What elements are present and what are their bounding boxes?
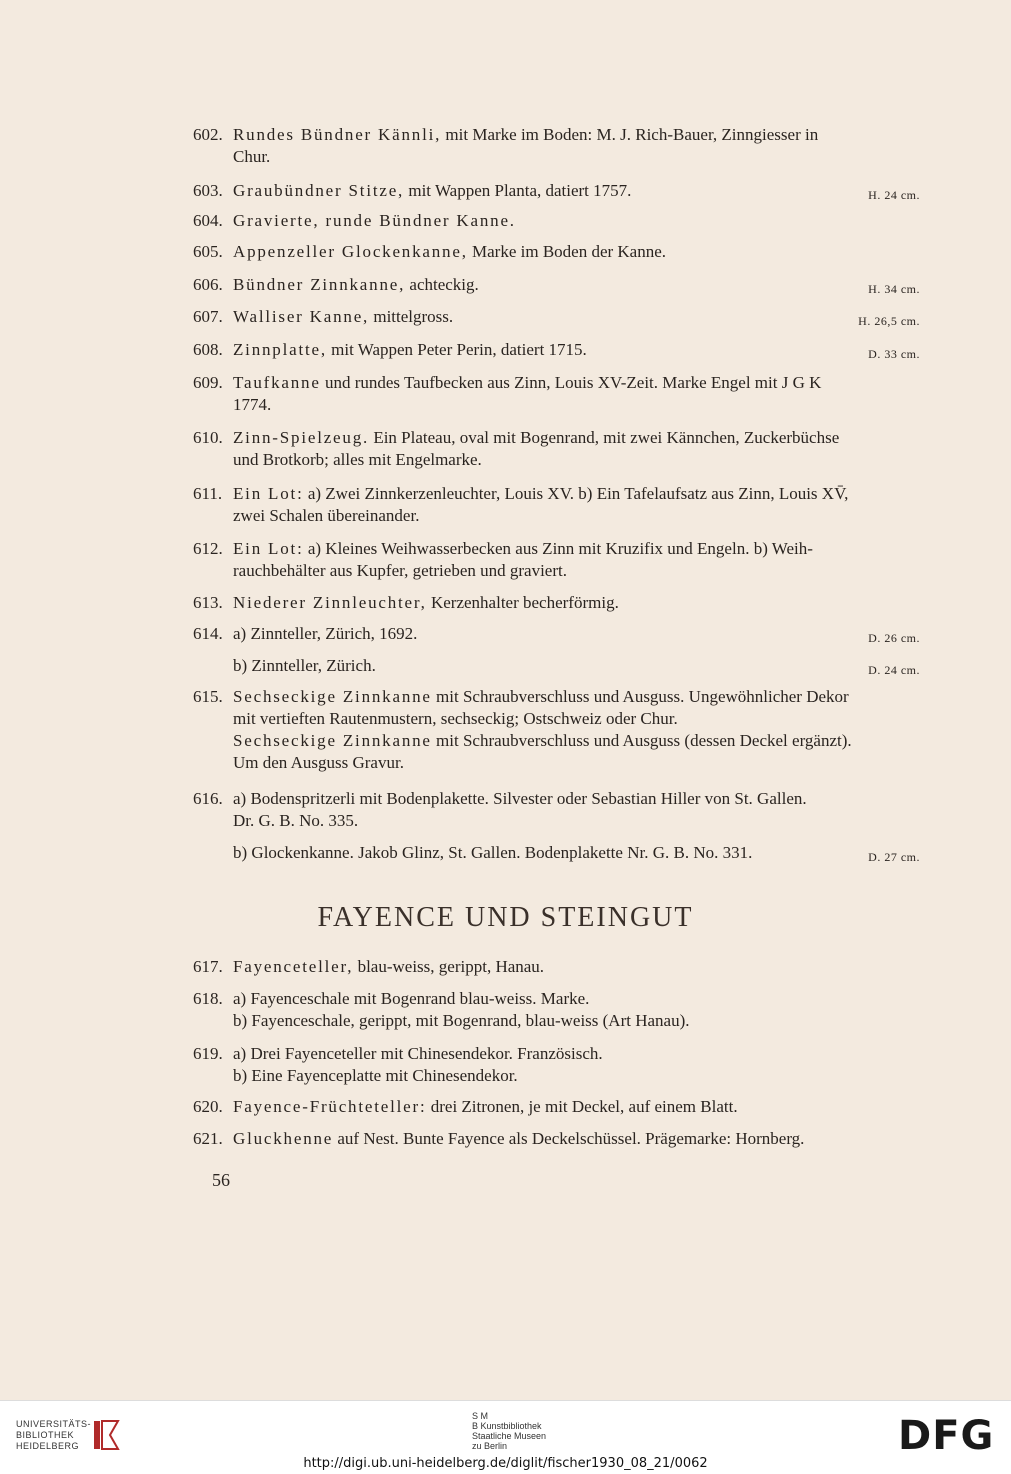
- entry-line: [233, 505, 920, 527]
- entry-line: [233, 592, 920, 614]
- entry-line: [233, 988, 920, 1010]
- entry-text: [233, 306, 920, 328]
- entry-number: 602.: [193, 125, 223, 144]
- entry-measurement: D. 24 cm.: [868, 663, 920, 677]
- entry-number: 605.: [193, 242, 223, 261]
- entry-line: [233, 623, 920, 645]
- entry-title: Walliser Kanne,: [233, 307, 370, 326]
- catalog-entry: [193, 124, 920, 168]
- entry-number: 607.: [193, 307, 223, 326]
- entry-description: mit Schraubverschluss und Ausguss. Ungewöhnlicher Dekor: [431, 687, 849, 706]
- catalog-entry: [193, 592, 920, 614]
- university-logo-icon[interactable]: [90, 1417, 124, 1453]
- entry-text: [233, 427, 920, 471]
- entry-text: [233, 686, 920, 774]
- entry-number: 621.: [193, 1129, 223, 1148]
- smb-line-1: S M: [472, 1411, 489, 1421]
- entry-title: Zinnplatte,: [233, 340, 327, 359]
- entry-title: Fayence-Früchteteller:: [233, 1097, 427, 1116]
- entry-text: [233, 1043, 920, 1087]
- entry-description: und Brotkorb; alles mit Engelmarke.: [233, 450, 482, 469]
- uni-line-3: HEIDELBERG: [16, 1441, 80, 1451]
- entry-text: [233, 988, 920, 1032]
- entry-description: a) Drei Fayenceteller mit Chinesendekor. Französisch.: [233, 1044, 603, 1063]
- entry-measurement: D. 33 cm.: [868, 347, 920, 361]
- entry-description: zwei Schalen übereinander.: [233, 506, 420, 525]
- entry-line: [233, 449, 920, 471]
- entry-title: Gluckhenne: [233, 1129, 334, 1148]
- entry-description: Ein Plateau, oval mit Bogenrand, mit zwei Kännchen, Zuckerbüchse: [369, 428, 840, 447]
- catalog-entry: [193, 686, 920, 774]
- entry-description: Um den Ausguss Gravur.: [233, 753, 404, 772]
- catalog-entry: [193, 339, 920, 361]
- entry-title: Fayenceteller,: [233, 957, 354, 976]
- entry-number: 616.: [193, 789, 223, 808]
- entry-title: Niederer Zinnleuchter,: [233, 593, 427, 612]
- entry-description: und rundes Taufbecken aus Zinn, Louis XV-Zeit. Marke Engel mit J G K: [320, 373, 822, 392]
- entry-title: Graubündner Stitze,: [233, 181, 405, 200]
- catalog-entry: [193, 180, 920, 202]
- entry-description: a) Fayenceschale mit Bogenrand blau-weiss. Marke.: [233, 989, 590, 1008]
- entry-text: [233, 788, 920, 832]
- catalog-entry: [193, 210, 920, 232]
- university-library-label[interactable]: [16, 1419, 91, 1452]
- entry-number: 611.: [193, 484, 223, 503]
- entry-line: [233, 956, 920, 978]
- entry-text: [233, 372, 920, 416]
- entry-description: mit Wappen Planta, datiert 1757.: [404, 181, 632, 200]
- entry-line: [233, 483, 920, 505]
- entry-description: mit Schraubverschluss und Ausguss (dessen Deckel ergänzt).: [431, 731, 852, 750]
- entry-line: [233, 788, 920, 810]
- catalog-entry: [193, 956, 920, 978]
- entry-text: [233, 241, 920, 263]
- entry-line: [233, 180, 920, 202]
- entry-description: 1774.: [233, 395, 272, 414]
- entry-measurement: H. 34 cm.: [868, 282, 920, 296]
- catalog-entry: [193, 655, 920, 677]
- entry-line: [233, 1010, 920, 1032]
- entry-line: [233, 274, 920, 296]
- entry-text: [233, 274, 920, 296]
- entry-number: 618.: [193, 989, 223, 1008]
- entry-line: [233, 538, 920, 560]
- dfg-logo[interactable]: DFG: [898, 1413, 995, 1459]
- entry-description: blau-weiss, gerippt, Hanau.: [353, 957, 545, 976]
- entry-description: achteckig.: [405, 275, 479, 294]
- entry-description: b) Eine Fayenceplatte mit Chinesendekor.: [233, 1066, 518, 1085]
- entry-text: [233, 956, 920, 978]
- page-number: 56: [212, 1170, 230, 1190]
- entry-text: [233, 592, 920, 614]
- entry-number: 620.: [193, 1097, 223, 1116]
- catalog-entry: [193, 988, 920, 1032]
- entry-description: a) Zwei Zinnkerzenleuchter, Louis XV. b) Ein Tafelaufsatz aus Zinn, Louis XV̄,: [303, 484, 849, 503]
- entry-text: [233, 124, 920, 168]
- entry-description: Chur.: [233, 147, 271, 166]
- entry-line: [233, 241, 920, 263]
- catalog-entry: [193, 1128, 920, 1150]
- entry-title: Sechseckige Zinnkanne: [233, 687, 432, 706]
- entry-description: a) Zinnteller, Zürich, 1692.: [233, 624, 418, 643]
- section-title: FAYENCE UND STEINGUT: [317, 902, 694, 933]
- entry-number: 613.: [193, 593, 223, 612]
- smb-line-3: Staatliche Museen: [472, 1431, 547, 1441]
- entry-line: [233, 560, 920, 582]
- entry-number: 617.: [193, 957, 223, 976]
- entry-description: b) Glockenkanne. Jakob Glinz, St. Gallen. Bodenplakette Nr. G. B. No. 331.: [233, 843, 753, 862]
- entry-line: [233, 339, 920, 361]
- entry-number: 608.: [193, 340, 223, 359]
- entry-line: [233, 752, 920, 774]
- entry-description: mit vertieften Rautenmustern, sechseckig; Ostschweiz oder Chur.: [233, 709, 678, 728]
- footer-bar: [0, 1400, 1011, 1474]
- entry-text: [233, 210, 920, 232]
- entry-description: a) Bodenspritzerli mit Bodenplakette. Silvester oder Sebastian Hiller von St. Gallen.: [233, 789, 807, 808]
- entry-text: [233, 339, 920, 361]
- entry-text: [233, 842, 920, 864]
- entry-description: mittelgross.: [369, 307, 454, 326]
- smb-line-2: B Kunstbibliothek: [472, 1421, 542, 1431]
- entry-text: [233, 538, 920, 582]
- catalog-entry: [193, 1043, 920, 1087]
- entry-number: 606.: [193, 275, 223, 294]
- entry-number: 603.: [193, 181, 223, 200]
- entry-description: rauchbehälter aus Kupfer, getrieben und graviert.: [233, 561, 567, 580]
- entry-text: [233, 1128, 920, 1150]
- catalog-entry: [193, 372, 920, 416]
- entry-line: [233, 655, 920, 677]
- entry-measurement: D. 27 cm.: [868, 850, 920, 864]
- entry-description: drei Zitronen, je mit Deckel, auf einem Blatt.: [426, 1097, 738, 1116]
- catalog-entry: [193, 538, 920, 582]
- entry-title: Zinn-Spielzeug.: [233, 428, 370, 447]
- entry-number: 609.: [193, 373, 223, 392]
- entry-description: Marke im Boden der Kanne.: [467, 242, 667, 261]
- entry-measurement: H. 24 cm.: [868, 188, 920, 202]
- entry-text: [233, 180, 920, 202]
- entry-text: [233, 655, 920, 677]
- entry-description: mit Marke im Boden: M. J. Rich-Bauer, Zinngiesser in: [441, 125, 819, 144]
- entry-measurement: D. 26 cm.: [868, 631, 920, 645]
- entry-title: Ein Lot:: [233, 539, 304, 558]
- entry-description: auf Nest. Bunte Fayence als Deckelschüssel. Prägemarke: Hornberg.: [333, 1129, 805, 1148]
- entry-description: Dr. G. B. No. 335.: [233, 811, 359, 830]
- permalink-url[interactable]: http://digi.ub.uni-heidelberg.de/diglit/fischer1930_08_21/0062: [303, 1456, 708, 1471]
- entry-text: [233, 623, 920, 645]
- entry-text: [233, 483, 920, 527]
- smb-line-4: zu Berlin: [472, 1441, 508, 1451]
- catalog-entry: [193, 274, 920, 296]
- entry-title: Bündner Zinnkanne,: [233, 275, 406, 294]
- catalog-entry: [193, 842, 920, 864]
- entry-description: mit Wappen Peter Perin, datiert 1715.: [326, 340, 587, 359]
- entry-text: [233, 1096, 920, 1118]
- entry-line: [233, 1065, 920, 1087]
- entry-line: [233, 306, 920, 328]
- entry-number: 614.: [193, 624, 223, 643]
- entry-line: [233, 210, 920, 232]
- entry-line: [233, 146, 920, 168]
- entry-line: [233, 427, 920, 449]
- entry-measurement: H. 26,5 cm.: [858, 314, 920, 328]
- smb-kunstbibliothek-label[interactable]: [472, 1411, 546, 1451]
- entry-line: [233, 124, 920, 146]
- entry-title: Ein Lot:: [233, 484, 304, 503]
- entry-line: [233, 686, 920, 708]
- entry-description: b) Fayenceschale, gerippt, mit Bogenrand, blau-weiss (Art Hanau).: [233, 1011, 690, 1030]
- entry-line: [233, 372, 920, 394]
- entry-description: a) Kleines Weihwasserbecken aus Zinn mit Kruzifix und Engeln. b) Weih-: [303, 539, 813, 558]
- entry-title: Taufkanne: [233, 373, 321, 392]
- entry-title: Sechseckige Zinnkanne: [233, 731, 432, 750]
- catalog-entry: [193, 483, 920, 527]
- catalog-entry: [193, 1096, 920, 1118]
- catalog-entry: [193, 306, 920, 328]
- catalog-entry: [193, 427, 920, 471]
- entry-title: Rundes Bündner Kännli,: [233, 125, 442, 144]
- entry-description: b) Zinnteller, Zürich.: [233, 656, 376, 675]
- entry-line: [233, 730, 920, 752]
- entry-line: [233, 1128, 920, 1150]
- entry-line: [233, 810, 920, 832]
- entry-line: [233, 394, 920, 416]
- uni-line-2: BIBLIOTHEK: [16, 1430, 75, 1440]
- entry-number: 619.: [193, 1044, 223, 1063]
- entry-title: Appenzeller Glockenkanne,: [233, 242, 468, 261]
- entry-line: [233, 1096, 920, 1118]
- entry-line: [233, 1043, 920, 1065]
- entry-description: Kerzenhalter becherförmig.: [426, 593, 619, 612]
- entry-line: [233, 708, 920, 730]
- entry-number: 615.: [193, 687, 223, 706]
- catalog-entry: [193, 623, 920, 645]
- entry-number: 604.: [193, 211, 223, 230]
- catalog-entry: [193, 788, 920, 832]
- entry-title: Gravierte, runde Bündner Kanne.: [233, 211, 516, 230]
- entry-line: [233, 842, 920, 864]
- uni-line-1: UNIVERSITÄTS-: [16, 1419, 92, 1429]
- entry-number: 612.: [193, 539, 223, 558]
- entry-number: 610.: [193, 428, 223, 447]
- catalog-entry: [193, 241, 920, 263]
